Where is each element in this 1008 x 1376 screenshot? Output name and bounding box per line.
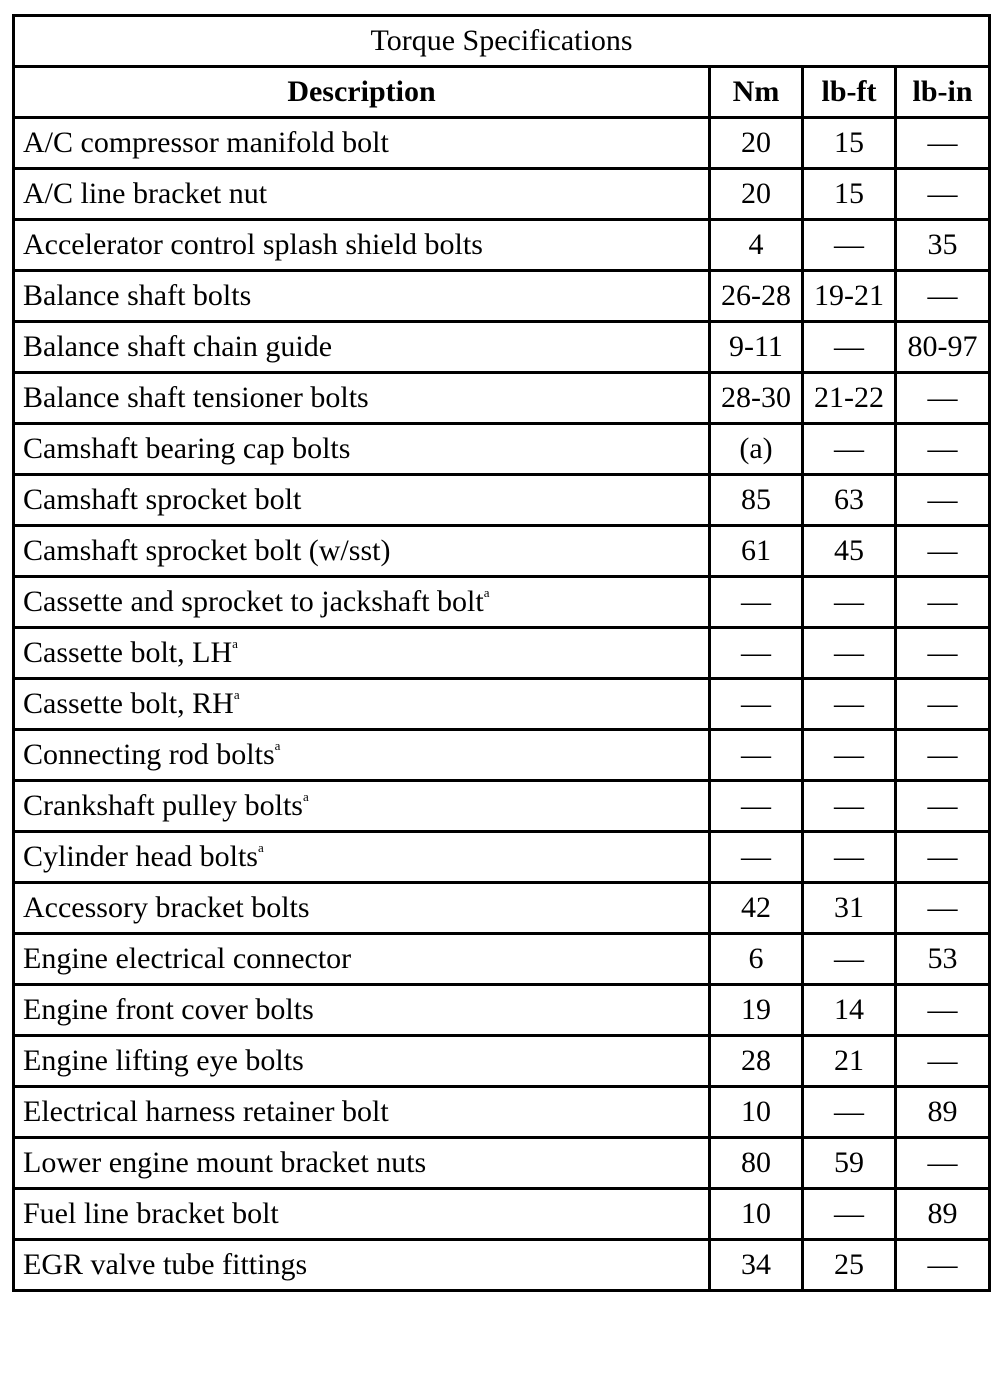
table-row	[14, 1138, 990, 1189]
row-description: Electrical harness retainer bolt	[23, 1095, 389, 1128]
row-description-cell	[14, 475, 710, 526]
row-description: Cassette and sprocket to jackshaft bolt	[23, 585, 484, 618]
header-nm: Nm	[710, 67, 803, 118]
row-lb-in-value: 35	[896, 220, 990, 271]
row-description: Cylinder head bolts	[23, 840, 258, 873]
row-description-cell	[14, 1240, 710, 1291]
row-description-cell	[14, 577, 710, 628]
table-row	[14, 424, 990, 475]
table-row	[14, 1087, 990, 1138]
row-lb-ft-value: —	[803, 934, 896, 985]
row-nm-value: 80	[710, 1138, 803, 1189]
table-row	[14, 934, 990, 985]
row-lb-ft-value: 63	[803, 475, 896, 526]
table-title-row	[14, 16, 990, 67]
row-lb-in-value: —	[896, 832, 990, 883]
footnote-marker: a	[257, 840, 264, 855]
table-title: Torque Specifications	[14, 16, 990, 67]
row-lb-ft-value: —	[803, 679, 896, 730]
row-lb-ft-value: —	[803, 424, 896, 475]
row-lb-ft-value: 21-22	[803, 373, 896, 424]
row-description-cell	[14, 118, 710, 169]
row-nm-value: —	[710, 577, 803, 628]
table-row	[14, 883, 990, 934]
row-lb-in-value: —	[896, 118, 990, 169]
row-lb-in-value: —	[896, 679, 990, 730]
row-description-cell	[14, 730, 710, 781]
row-description: Fuel line bracket bolt	[23, 1197, 279, 1230]
row-description-cell	[14, 1138, 710, 1189]
footnote-marker: a	[233, 687, 240, 702]
row-description-cell	[14, 322, 710, 373]
row-description-cell	[14, 883, 710, 934]
row-lb-in-value: —	[896, 730, 990, 781]
footnote-marker: a	[302, 789, 309, 804]
table-row	[14, 526, 990, 577]
row-description: Lower engine mount bracket nuts	[23, 1146, 427, 1179]
row-nm-value: 10	[710, 1189, 803, 1240]
header-description: Description	[14, 67, 710, 118]
row-description: A/C compressor manifold bolt	[23, 126, 389, 159]
row-description-cell	[14, 985, 710, 1036]
row-nm-value: —	[710, 781, 803, 832]
row-nm-value: 20	[710, 169, 803, 220]
row-lb-ft-value: —	[803, 628, 896, 679]
row-description: Camshaft sprocket bolt	[23, 483, 302, 516]
row-description: Cassette bolt, RH	[23, 687, 234, 720]
footnote-marker: a	[232, 636, 238, 651]
table-row	[14, 985, 990, 1036]
table-row	[14, 475, 990, 526]
row-description-cell	[14, 1087, 710, 1138]
row-lb-in-value: —	[896, 475, 990, 526]
row-lb-in-value: —	[896, 883, 990, 934]
row-lb-ft-value: —	[803, 781, 896, 832]
row-description-cell	[14, 526, 710, 577]
header-lb-in: lb-in	[896, 67, 990, 118]
table-row	[14, 628, 990, 679]
row-lb-in-value: —	[896, 424, 990, 475]
table-row	[14, 1036, 990, 1087]
row-lb-in-value: —	[896, 628, 990, 679]
header-lb-ft: lb-ft	[803, 67, 896, 118]
row-description: Engine electrical connector	[23, 942, 352, 975]
row-nm-value: 28	[710, 1036, 803, 1087]
row-lb-in-value: —	[896, 985, 990, 1036]
table-row	[14, 577, 990, 628]
row-description: Accelerator control splash shield bolts	[23, 228, 483, 261]
row-lb-ft-value: —	[803, 1087, 896, 1138]
footnote-marker: a	[483, 585, 490, 600]
row-lb-ft-value: 21	[803, 1036, 896, 1087]
table-row	[14, 1189, 990, 1240]
row-description-cell	[14, 373, 710, 424]
table-row	[14, 271, 990, 322]
table-row	[14, 169, 990, 220]
row-nm-value: —	[710, 730, 803, 781]
row-nm-value: 4	[710, 220, 803, 271]
row-description: Cassette bolt, LH	[23, 636, 233, 669]
row-lb-in-value: —	[896, 526, 990, 577]
row-description: EGR valve tube fittings	[23, 1248, 308, 1281]
row-description-cell	[14, 832, 710, 883]
row-description: Engine front cover bolts	[23, 993, 314, 1026]
table-body	[14, 118, 990, 1291]
row-nm-value: —	[710, 679, 803, 730]
row-lb-in-value: 80-97	[896, 322, 990, 373]
row-lb-ft-value: —	[803, 1189, 896, 1240]
row-description: A/C line bracket nut	[23, 177, 268, 210]
row-description: Crankshaft pulley bolts	[23, 789, 303, 822]
row-nm-value: —	[710, 832, 803, 883]
table-row	[14, 373, 990, 424]
row-lb-ft-value: 15	[803, 169, 896, 220]
row-description: Accessory bracket bolts	[23, 891, 310, 924]
torque-specifications-table	[12, 14, 991, 1292]
row-description-cell	[14, 934, 710, 985]
row-description: Balance shaft bolts	[23, 279, 252, 312]
table-row	[14, 220, 990, 271]
table-row	[14, 730, 990, 781]
table-row	[14, 781, 990, 832]
table-row	[14, 322, 990, 373]
row-description-cell	[14, 1189, 710, 1240]
row-description: Camshaft bearing cap bolts	[23, 432, 351, 465]
row-lb-in-value: 89	[896, 1189, 990, 1240]
row-nm-value: 26-28	[710, 271, 803, 322]
row-lb-ft-value: 31	[803, 883, 896, 934]
row-lb-ft-value: 45	[803, 526, 896, 577]
row-nm-value: 61	[710, 526, 803, 577]
row-nm-value: 34	[710, 1240, 803, 1291]
row-description-cell	[14, 169, 710, 220]
row-description: Balance shaft tensioner bolts	[23, 381, 369, 414]
row-lb-ft-value: 15	[803, 118, 896, 169]
table-row	[14, 118, 990, 169]
row-description: Connecting rod bolts	[23, 738, 275, 771]
row-nm-value: —	[710, 628, 803, 679]
table-row	[14, 679, 990, 730]
row-nm-value: 20	[710, 118, 803, 169]
row-lb-ft-value: 25	[803, 1240, 896, 1291]
row-description: Camshaft sprocket bolt (w/sst)	[23, 534, 391, 567]
row-lb-in-value: —	[896, 1036, 990, 1087]
row-description-cell	[14, 781, 710, 832]
row-description-cell	[14, 220, 710, 271]
row-nm-value: 9-11	[710, 322, 803, 373]
row-lb-ft-value: 59	[803, 1138, 896, 1189]
row-lb-in-value: —	[896, 577, 990, 628]
footnote-marker: a	[274, 738, 281, 753]
row-nm-value: 19	[710, 985, 803, 1036]
row-lb-ft-value: 19-21	[803, 271, 896, 322]
row-description-cell	[14, 271, 710, 322]
row-lb-in-value: 89	[896, 1087, 990, 1138]
row-description-cell	[14, 1036, 710, 1087]
row-nm-value: 85	[710, 475, 803, 526]
row-description: Engine lifting eye bolts	[23, 1044, 304, 1077]
row-nm-value: 10	[710, 1087, 803, 1138]
row-lb-ft-value: 14	[803, 985, 896, 1036]
row-lb-in-value: —	[896, 1138, 990, 1189]
row-lb-in-value: —	[896, 1240, 990, 1291]
row-lb-ft-value: —	[803, 322, 896, 373]
table-header-row	[14, 67, 990, 118]
row-description-cell	[14, 679, 710, 730]
row-lb-in-value: 53	[896, 934, 990, 985]
table-row	[14, 832, 990, 883]
row-lb-in-value: —	[896, 271, 990, 322]
row-lb-ft-value: —	[803, 220, 896, 271]
row-lb-in-value: —	[896, 781, 990, 832]
row-nm-value: 42	[710, 883, 803, 934]
torque-table-container	[12, 14, 988, 1292]
row-description: Balance shaft chain guide	[23, 330, 333, 363]
row-nm-value: 6	[710, 934, 803, 985]
table-row	[14, 1240, 990, 1291]
row-nm-value: 28-30	[710, 373, 803, 424]
row-lb-ft-value: —	[803, 730, 896, 781]
row-lb-ft-value: —	[803, 832, 896, 883]
row-description-cell	[14, 424, 710, 475]
row-description-cell	[14, 628, 710, 679]
row-nm-value: (a)	[710, 424, 803, 475]
row-lb-in-value: —	[896, 169, 990, 220]
row-lb-in-value: —	[896, 373, 990, 424]
row-lb-ft-value: —	[803, 577, 896, 628]
